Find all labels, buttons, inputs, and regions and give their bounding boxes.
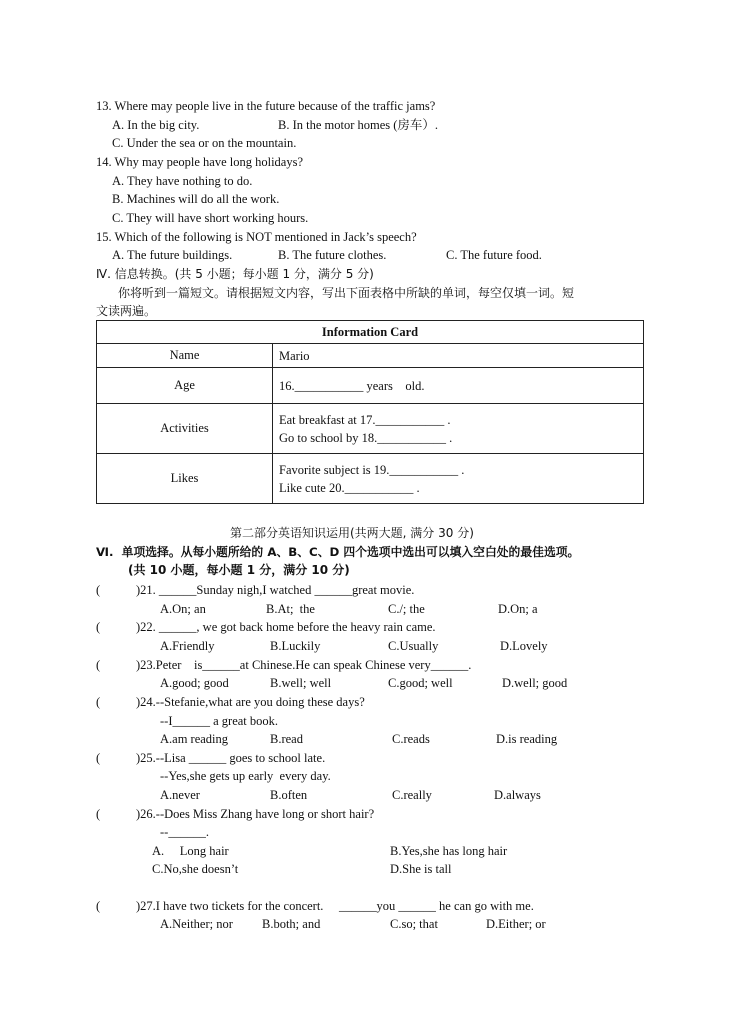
answer-paren: ( — [96, 899, 101, 913]
q25-dialogue-line: --Yes,she gets up early every day. — [160, 769, 331, 783]
q22-option-c: C.Usually — [388, 639, 439, 653]
q21-option-a: A.On; an — [160, 602, 206, 616]
question-13: 13. Where may people live in the future because of the traffic jams? — [96, 99, 436, 113]
cell-text: Eat breakfast at 17.___________ . — [279, 412, 451, 427]
answer-paren: ( — [96, 751, 101, 765]
q26-option-d: D.She is tall — [390, 862, 452, 876]
row-label-likes: Likes — [97, 454, 273, 504]
q27-option-a: A.Neither; nor — [160, 917, 233, 931]
row-value-name — [273, 344, 644, 368]
question-24: )24.--Stefanie,what are you doing these days? — [136, 695, 365, 709]
cell-text: Like cute 20.___________ . — [279, 480, 420, 495]
cell-text: Favorite subject is 19.___________ . — [279, 462, 465, 477]
cell-text: Mario — [279, 348, 310, 363]
q24-dialogue-line: --I______ a great book. — [160, 714, 279, 728]
information-card-title: Information Card — [97, 321, 644, 344]
q21-option-c: C./; the — [388, 602, 425, 616]
answer-paren: ( — [96, 620, 101, 634]
question-15: 15. Which of the following is NOT mentioned in Jack’s speech? — [96, 230, 417, 244]
q23-option-b: B.well; well — [270, 676, 332, 690]
question-25: )25.--Lisa ______ goes to school late. — [136, 751, 326, 765]
q14-option-a: A. They have nothing to do. — [112, 174, 253, 188]
q27-option-d: D.Either; or — [486, 917, 546, 931]
q25-option-a: A.never — [160, 788, 200, 802]
q22-option-d: D.Lovely — [500, 639, 548, 653]
answer-paren: ( — [96, 658, 101, 672]
q25-option-c: C.really — [392, 788, 432, 802]
row-value-age — [273, 368, 644, 404]
q15-option-c: C. The future food. — [446, 248, 542, 262]
part-2-heading: 第二部分英语知识运用(共两大题, 满分 30 分) — [230, 526, 474, 540]
q21-option-d: D.On; a — [498, 602, 538, 616]
table-row — [97, 404, 644, 454]
row-label-age: Age — [97, 368, 273, 404]
q24-option-c: C.reads — [392, 732, 430, 746]
question-27: )27.I have two tickets for the concert. ______you ______ he can go with me. — [136, 899, 534, 913]
answer-paren: ( — [96, 695, 101, 709]
q14-option-c: C. They will have short working hours. — [112, 211, 309, 225]
answer-paren: ( — [96, 807, 101, 821]
row-value-likes — [273, 454, 644, 504]
q24-option-a: A.am reading — [160, 732, 229, 746]
question-26: )26.--Does Miss Zhang have long or short hair? — [136, 807, 375, 821]
question-23: )23.Peter is______at Chinese.He can speak Chinese very______. — [136, 658, 472, 672]
q14-option-b: B. Machines will do all the work. — [112, 192, 280, 206]
table-row — [97, 454, 644, 504]
q26-option-a: A. Long hair — [152, 844, 229, 858]
q27-option-b: B.both; and — [262, 917, 321, 931]
q22-option-b: B.Luckily — [270, 639, 321, 653]
q24-option-b: B.read — [270, 732, 303, 746]
cell-text: 16.___________ years old. — [279, 378, 425, 393]
q26-option-b: B.Yes,she has long hair — [390, 844, 508, 858]
q22-option-a: A.Friendly — [160, 639, 215, 653]
question-22: )22. ______, we got back home before the heavy rain came. — [136, 620, 436, 634]
section-4-heading: Ⅳ. 信息转换。(共 5 小题；每小题 1 分，满分 5 分) — [96, 267, 374, 281]
q23-option-d: D.well; good — [502, 676, 568, 690]
section-4-instruction-line2: 文读两遍。 — [96, 304, 157, 318]
q15-option-a: A. The future buildings. — [112, 248, 233, 262]
table-row — [97, 368, 644, 404]
row-label-name: Name — [97, 344, 273, 368]
q13-option-a: A. In the big city. — [112, 118, 200, 132]
q27-option-c: C.so; that — [390, 917, 438, 931]
information-card-table — [96, 320, 644, 504]
q13-option-c: C. Under the sea or on the mountain. — [112, 136, 297, 150]
q26-option-c: C.No,she doesn’t — [152, 862, 239, 876]
q13-option-b: B. In the motor homes (房车）. — [278, 118, 439, 132]
q24-option-d: D.is reading — [496, 732, 558, 746]
q23-option-c: C.good; well — [388, 676, 453, 690]
q26-dialogue-line: --______. — [160, 825, 209, 839]
answer-paren: ( — [96, 583, 101, 597]
q21-option-b: B.At; the — [266, 602, 315, 616]
section-6-subheading: (共 10 小题，每小题 1 分，满分 10 分) — [128, 563, 350, 577]
cell-text: Go to school by 18.___________ . — [279, 430, 453, 445]
q15-option-b: B. The future clothes. — [278, 248, 387, 262]
section-4-instruction-line1: 你将听到一篇短文。请根据短文内容，写出下面表格中所缺的单词，每空仅填一词。短 — [118, 286, 575, 300]
table-row — [97, 344, 644, 368]
q25-option-b: B.often — [270, 788, 308, 802]
q25-option-d: D.always — [494, 788, 541, 802]
q23-option-a: A.good; good — [160, 676, 229, 690]
question-14: 14. Why may people have long holidays? — [96, 155, 304, 169]
question-21: )21. ______Sunday nigh,I watched ______great movie. — [136, 583, 415, 597]
row-label-activities: Activities — [97, 404, 273, 454]
section-6-heading: Ⅵ. 单项选择。从每小题所给的 A、B、C、D 四个选项中选出可以填入空白处的最佳选项。 — [96, 545, 580, 559]
row-value-activities — [273, 404, 644, 454]
